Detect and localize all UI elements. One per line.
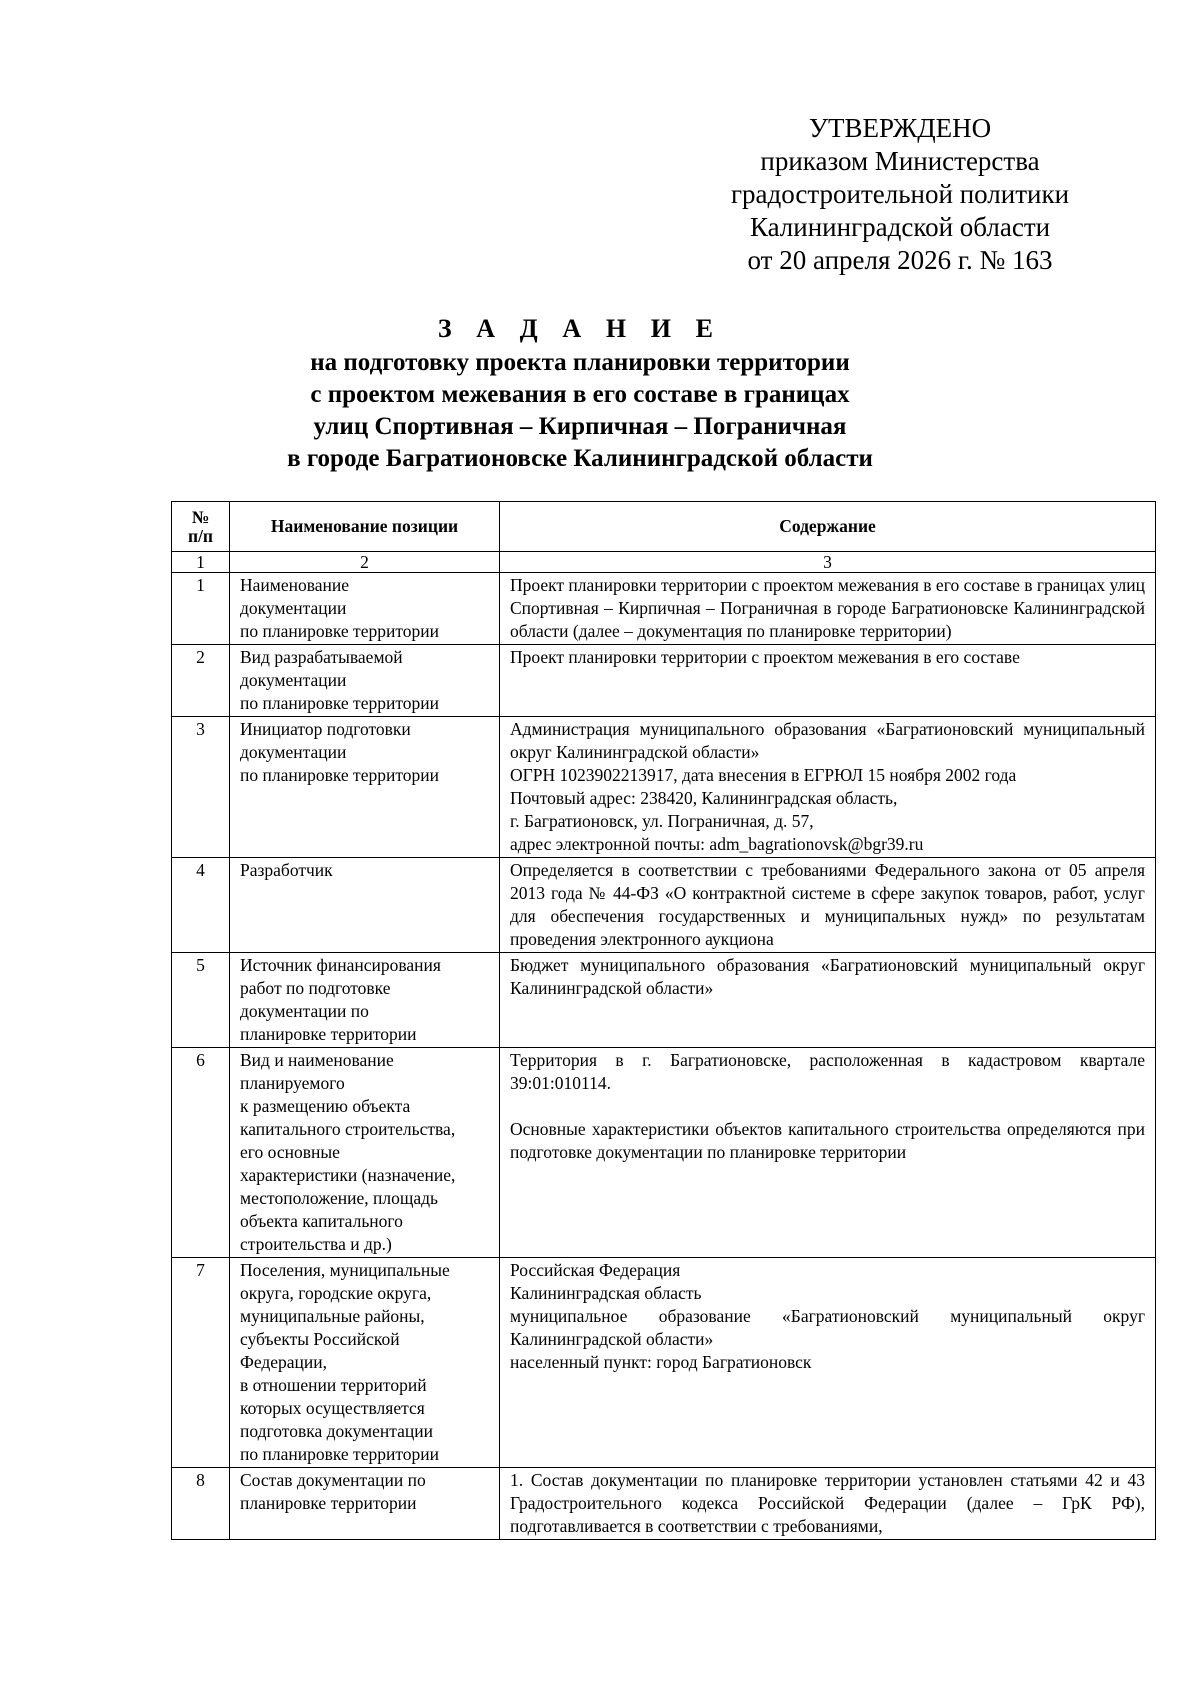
content-paragraph: муниципальное образование «Багратионовский муниципальный округ Калининградской области» <box>510 1306 1145 1349</box>
name-line: Наименование <box>240 575 350 595</box>
title-line-3: улиц Спортивная – Кирпичная – Пограничная <box>313 413 847 440</box>
table-row <box>172 1258 1156 1468</box>
name-line: планируемого <box>240 1073 345 1093</box>
content-paragraph: ОГРН 1023902213917, дата внесения в ЕГРЮЛ 15 ноября 2002 года <box>510 765 1017 785</box>
column-number: 3 <box>500 552 1156 573</box>
name-line: Инициатор подготовки <box>240 719 411 739</box>
name-line: планировке территории <box>240 1024 417 1044</box>
name-line: Вид и наименование <box>240 1050 394 1070</box>
approval-stamp <box>700 112 1100 277</box>
name-line: Федерации, <box>240 1352 328 1372</box>
name-line: Состав документации по <box>240 1470 426 1490</box>
content-paragraph: Администрация муниципального образования «Багратионовский муниципальный округ Калининградской области» <box>510 719 1145 762</box>
content-paragraph: населенный пункт: город Багратионовск <box>510 1352 812 1372</box>
row-number: 7 <box>172 1258 230 1468</box>
row-content <box>500 717 1156 858</box>
column-numbers-row <box>172 552 1156 573</box>
content-paragraph: Калининградская область <box>510 1283 702 1303</box>
approval-ministry-line: градостроительной политики <box>730 179 1070 209</box>
row-content <box>500 573 1156 645</box>
name-line: планировке территории <box>240 1493 417 1513</box>
title-line-4: в городе Багратионовске Калининградской области <box>287 445 873 472</box>
name-line: документации <box>240 598 347 618</box>
table-row <box>172 573 1156 645</box>
name-line: Разработчик <box>240 860 333 880</box>
title-line-1: на подготовку проекта планировки территории <box>310 349 850 376</box>
column-number: 1 <box>172 552 230 573</box>
content-paragraph: Бюджет муниципального образования «Багратионовский муниципальный округ Калининградской области» <box>510 955 1145 998</box>
approval-region-line: Калининградской области <box>749 212 1051 242</box>
table-row <box>172 1468 1156 1540</box>
content-paragraph: Определяется в соответствии с требованиями Федерального закона от 05 апреля 2013 года № 44-ФЗ «О контрактной системе в сфере закупок товаров, работ, услуг для обеспечения государственных и муниципальных нужд» по результатам проведения электронного аукциона <box>510 860 1145 949</box>
name-line: документации <box>240 670 347 690</box>
name-line: документации <box>240 742 347 762</box>
row-number: 2 <box>172 645 230 717</box>
document-title <box>160 313 1000 475</box>
column-number: 2 <box>230 552 500 573</box>
row-content <box>500 953 1156 1048</box>
row-number: 6 <box>172 1048 230 1258</box>
row-position-name <box>230 1468 500 1540</box>
name-line: Поселения, муниципальные <box>240 1260 450 1280</box>
specification-table <box>171 501 1156 1540</box>
row-position-name <box>230 1258 500 1468</box>
header-position-name: Наименование позиции <box>230 502 500 552</box>
row-number: 8 <box>172 1468 230 1540</box>
row-position-name <box>230 573 500 645</box>
row-number: 3 <box>172 717 230 858</box>
name-line: его основные <box>240 1142 340 1162</box>
name-line: по планировке территории <box>240 1444 439 1464</box>
name-line: к размещению объекта <box>240 1096 411 1116</box>
approval-heading: УТВЕРЖДЕНО <box>808 113 992 143</box>
row-content <box>500 645 1156 717</box>
name-line: в отношении территорий <box>240 1375 427 1395</box>
name-line: капитального строительства, <box>240 1119 456 1139</box>
header-content: Содержание <box>500 502 1156 552</box>
content-paragraph: Проект планировки территории с проектом межевания в его составе <box>510 647 1020 667</box>
name-line: работ по подготовке <box>240 978 391 998</box>
row-content <box>500 1468 1156 1540</box>
name-line: характеристики (назначение, <box>240 1165 456 1185</box>
approval-order-line: приказом Министерства <box>760 146 1040 176</box>
row-position-name <box>230 1048 500 1258</box>
table-row <box>172 858 1156 953</box>
name-line: которых осуществляется <box>240 1398 425 1418</box>
name-line: Вид разрабатываемой <box>240 647 403 667</box>
name-line: объекта капитального <box>240 1211 403 1231</box>
table-row <box>172 1048 1156 1258</box>
row-position-name <box>230 858 500 953</box>
name-line: по планировке территории <box>240 765 439 785</box>
row-position-name <box>230 645 500 717</box>
row-number: 5 <box>172 953 230 1048</box>
name-line: строительства и др.) <box>240 1234 392 1254</box>
table-row <box>172 645 1156 717</box>
name-line: по планировке территории <box>240 693 439 713</box>
content-paragraph: Основные характеристики объектов капитального строительства определяются при подготовке документации по планировке территории <box>510 1119 1145 1162</box>
header-number-abbr: п/п <box>187 525 214 546</box>
title-line-2: с проектом межевания в его составе в границах <box>310 381 850 408</box>
content-paragraph: Проект планировки территории с проектом межевания в его составе в границах улиц Спортивная – Кирпичная – Пограничная в городе Багратионовске Калининградской области (далее – документация по планировке территории) <box>510 575 1145 641</box>
row-position-name <box>230 717 500 858</box>
name-line: муниципальные районы, <box>240 1306 425 1326</box>
content-paragraph: 1. Состав документации по планировке территории установлен статьями 42 и 43 Градостроительного кодекса Российской Федерации (далее – ГрК РФ), подготавливается в соответствии с требованиями, <box>510 1470 1145 1536</box>
name-line: местоположение, площадь <box>240 1188 438 1208</box>
content-paragraph: Российская Федерация <box>510 1260 681 1280</box>
name-line: документации по <box>240 1001 369 1021</box>
header-number-sign: № <box>191 506 210 527</box>
table-header-row <box>172 502 1156 552</box>
name-line: подготовка документации <box>240 1421 433 1441</box>
table-row <box>172 717 1156 858</box>
row-number: 4 <box>172 858 230 953</box>
row-number: 1 <box>172 573 230 645</box>
name-line: субъекты Российской <box>240 1329 400 1349</box>
row-position-name <box>230 953 500 1048</box>
name-line: Источник финансирования <box>240 955 441 975</box>
table-row <box>172 953 1156 1048</box>
row-content <box>500 1048 1156 1258</box>
content-paragraph: г. Багратионовск, ул. Пограничная, д. 57, <box>510 811 814 831</box>
approval-date-line: от 20 апреля 2026 г. № 163 <box>747 245 1053 275</box>
header-number <box>172 502 230 552</box>
content-paragraph: адрес электронной почты: adm_bagrationovsk@bgr39.ru <box>510 834 924 854</box>
name-line: по планировке территории <box>240 621 439 641</box>
row-content <box>500 1258 1156 1468</box>
row-content <box>500 858 1156 953</box>
content-paragraph: Территория в г. Багратионовске, расположенная в кадастровом квартале 39:01:010114. <box>510 1050 1145 1093</box>
title-heading: З А Д А Н И Е <box>437 314 723 343</box>
name-line: округа, городские округа, <box>240 1283 432 1303</box>
content-paragraph: Почтовый адрес: 238420, Калининградская область, <box>510 788 898 808</box>
